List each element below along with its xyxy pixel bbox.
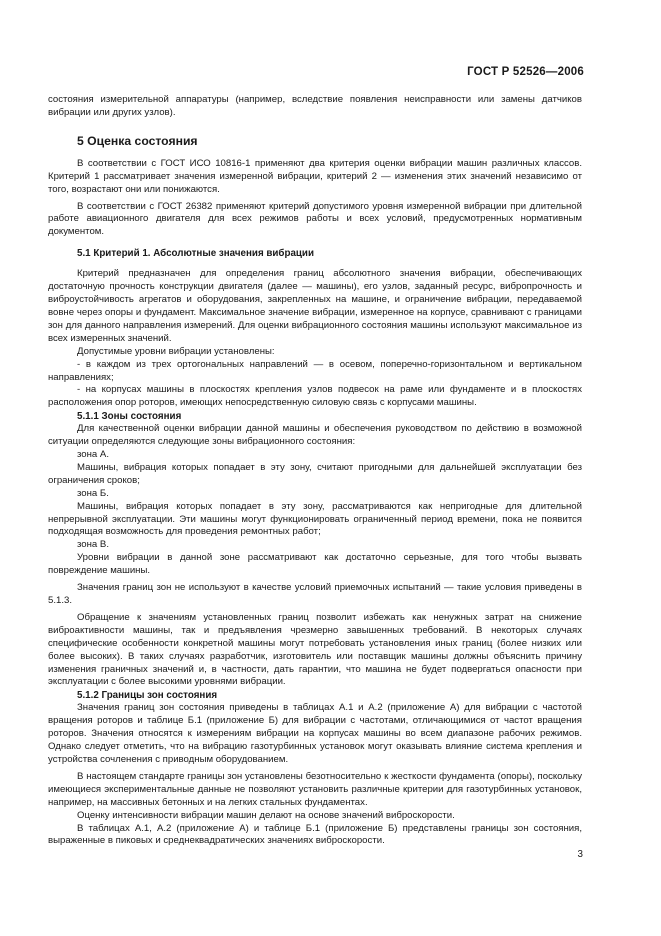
document-body [48,94,582,848]
paragraph: Для качественной оценки вибрации данной машины и обеспечения руководством по действию в возможной ситуации определяются следующие зоны вибрационного состояния: [48,423,582,448]
paragraph: состояния измерительной аппаратуры (например, вследствие появления неисправности или замены датчиков вибрации или других узлов). [48,94,582,118]
paragraph: В соответствии с ГОСТ 26382 применяют критерий допустимого уровня измеренной вибрации при длительной работе авиационного двигателя для всех режимов работы и всех условий, предусмотренных нормативным документом. [48,200,582,238]
document-id-header: ГОСТ Р 52526—2006 [467,66,584,78]
paragraph: Значения границ зон не используют в качестве условий приемочных испытаний — такие условия приведены в 5.1.3. [48,582,582,606]
paragraph: Оценку интенсивности вибрации машин делают на основе значений виброскорости. [77,809,455,821]
paragraph: - в каждом из трех ортогональных направлений — в осевом, поперечно-горизонтальном и вертикальном направлениях; [48,358,582,383]
paragraph: Критерий предназначен для определения границ абсолютного значения вибрации, обеспечивающих достаточную прочность конструкции двигателя (далее — машины), его узлов, заданный ресурс, вибропрочность и виброустойчивость агрегатов и оборудования, закрепленных на машине, и ограничение вибрации, передаваемой вовне через опоры и фундамент. Максимальное значение вибрации, измеренное на корпусе, сравнивают с границами зон для данного направления измерений. Для оценки вибрационного состояния машины используют максимальное из всех измеренных значений. [48,268,582,344]
subsection-heading: 5.1 Критерий 1. Абсолютные значения вибрации [77,248,314,260]
paragraph: В таблицах А.1, А.2 (приложение А) и таблице Б.1 (приложение Б) представлены границы зон состояния, выраженные в пиковых и среднеквадратических значениях виброскорости. [48,822,582,847]
paragraph: Обращение к значениям установленных границ позволит избежать как ненужных затрат на снижение виброактивности машины, так и предъявления чрезмерно завышенных требований. В некоторых случаях специфические особенности конкретной машины могут потребовать установления иных границ (более низких или более высоких). В таких случаях разработчик, изготовитель или поставщик машины должны объяснить причину изменения граничных значений и, в частности, дать гарантии, что машина не будет подвергаться опасности при эксплуатации с более высокими уровнями вибрации. [48,611,582,688]
paragraph: - на корпусах машины в плоскостях крепления узлов подвесок на раме или фундаменте и в плоскостях расположения опор роторов, имеющих непосредственную силовую связь с корпусами машины. [48,384,582,409]
paragraph: Допустимые уровни вибрации установлены: [77,345,275,357]
page-number: 3 [577,849,583,860]
paragraph: Уровни вибрации в данной зоне рассматривают как достаточно серьезные, для того чтобы вызвать повреждение машины. [48,552,582,577]
subsubsection-heading: 5.1.2 Границы зон состояния [77,690,218,702]
paragraph: Машины, вибрация которых попадает в эту зону, рассматриваются как непригодные для длительной непрерывной эксплуатации. Эти машины могут функционировать ограниченный период времени, пока не появится подходящая возможность для проведения ремонтных работ; [48,500,582,538]
paragraph: В настоящем стандарте границы зон установлены безотносительно к жесткости фундамента (опоры), поскольку имеющиеся экспериментальные данные не позволяют установить различные критерии для газотурбинных установок, например, на массивных бетонных и на легких стальных фундаментах. [48,770,582,808]
section-heading: 5 Оценка состояния [77,133,198,148]
paragraph: зона Б. [77,487,109,499]
paragraph: зона А. [77,449,109,461]
subsubsection-heading: 5.1.1 Зоны состояния [77,411,182,423]
paragraph: В соответствии с ГОСТ ИСО 10816-1 применяют два критерия оценки вибрации машин различных классов. Критерий 1 рассматривает значения измеренной вибрации, критерий 2 — изменения этих значений независимо от того, возрастают они или понижаются. [48,157,582,195]
paragraph: зона В. [77,539,109,551]
paragraph: Машины, вибрация которых попадает в эту зону, считают пригодными для дальнейшей эксплуатации без ограничения сроков; [48,461,582,486]
paragraph: Значения границ зон состояния приведены в таблицах А.1 и А.2 (приложение А) для вибрации с частотой вращения роторов и таблице Б.1 (приложение Б) для вибрации с частотами, отличающимися от частот вращения роторов. Значения относятся к измерениям вибрации на корпусах машины во всем диапазоне рабочих режимов. Однако следует отметить, что на вибрацию газотурбинных установок могут оказывать влияние система крепления и устройства сочленения с приводным оборудованием. [48,702,582,765]
